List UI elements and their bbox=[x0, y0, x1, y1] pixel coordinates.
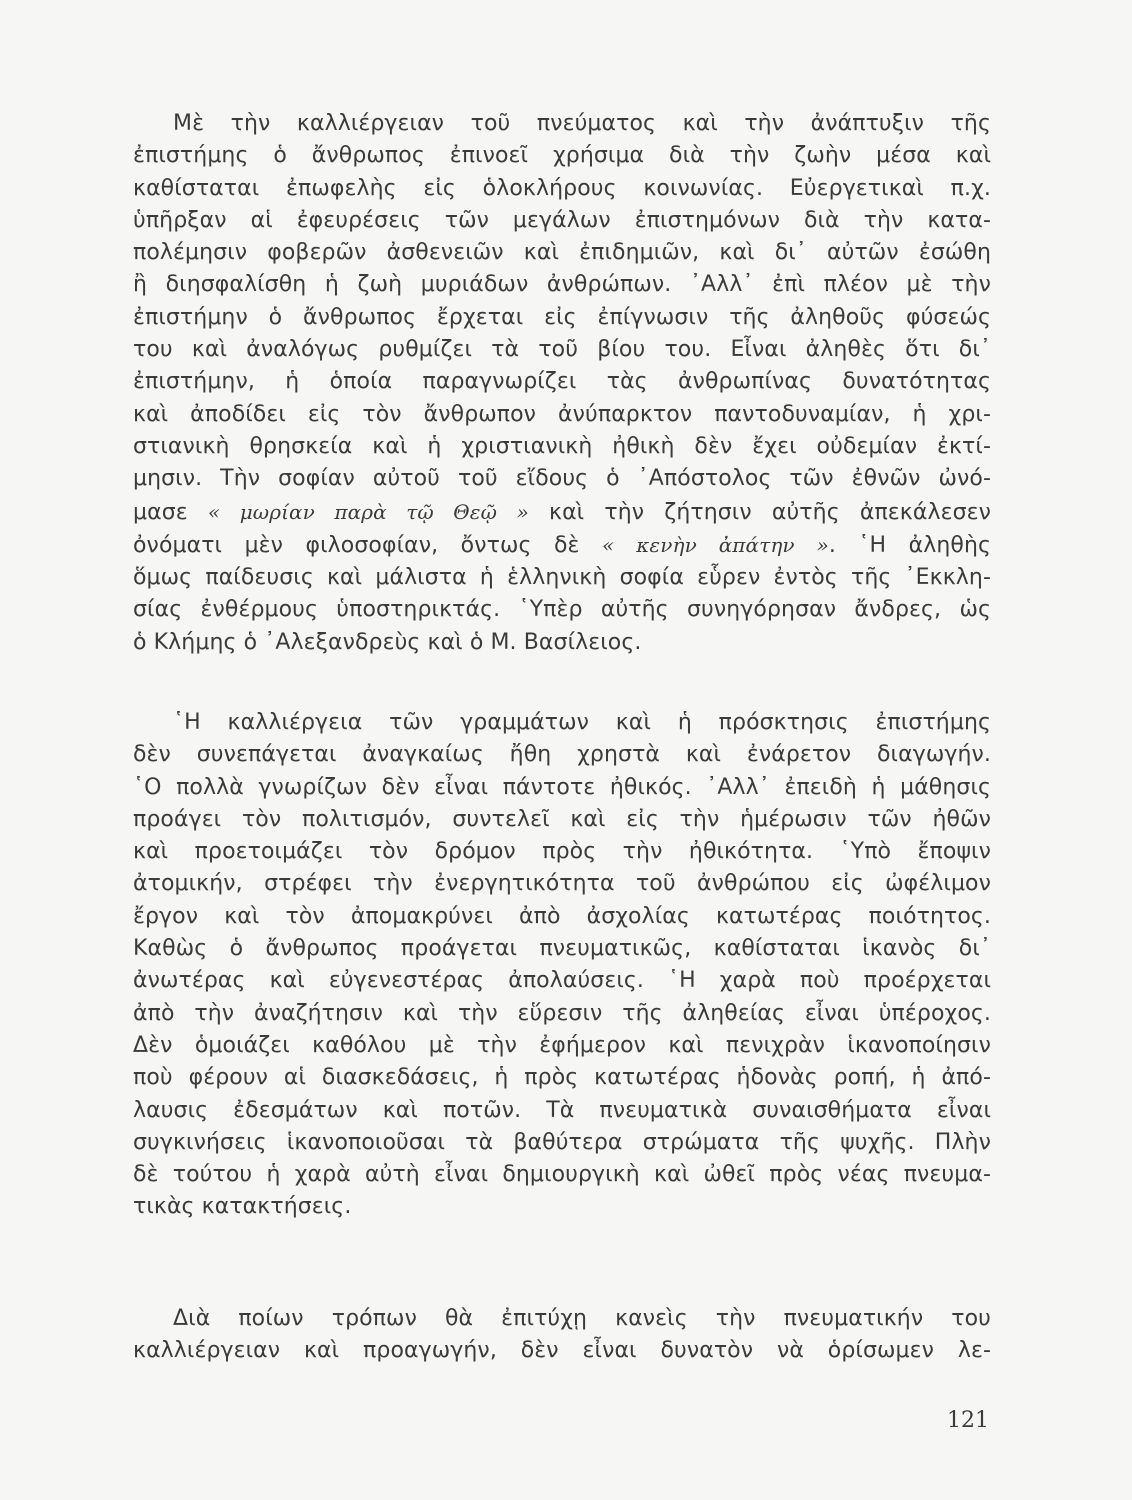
text-line: πολέμησιν φοβερῶν ἀσθενειῶν καὶ ἐπιδημιῶν, καὶ δι᾽ αὐτῶν ἐσώθη bbox=[133, 240, 991, 266]
text-line: προάγει τὸν πολιτισμόν, συντελεῖ καὶ εἰς τὴν ἡμέρωσιν τῶν ἠθῶν bbox=[133, 806, 991, 832]
text-line: Μὲ τὴν καλλιέργειαν τοῦ πνεύματος καὶ τὴν ἀνάπτυξιν τῆς bbox=[173, 111, 991, 136]
paragraph-2 bbox=[133, 707, 991, 1224]
line-text-after: καὶ τὴν ζήτησιν αὐτῆς ἀπεκάλεσεν bbox=[528, 499, 991, 525]
page-number: 121 bbox=[947, 1408, 989, 1433]
text-line: ἐπιστήμην ὁ ἄνθρωπος ἔρχεται εἰς ἐπίγνωσιν τῆς ἀληθοῦς φύσεώς bbox=[133, 304, 991, 330]
italic-quotation: « μωρίαν παρὰ τῷ Θεῷ » bbox=[207, 499, 529, 524]
text-line: ἐπιστήμην, ἡ ὁποία παραγνωρίζει τὰς ἀνθρωπίνας δυνατότητας bbox=[133, 369, 991, 395]
text-line: σίας ἐνθέρμους ὑποστηρικτάς. ῾Υπὲρ αὐτῆς συνηγόρησαν ἄνδρες, ὡς bbox=[133, 597, 991, 623]
text-line-quote-1 bbox=[133, 496, 991, 529]
text-line: ἐπιστήμης ὁ ἄνθρωπος ἐπινοεῖ χρήσιμα διὰ τὴν ζωὴν μέσα καὶ bbox=[133, 143, 991, 169]
text-line: ὅμως παίδευσις καὶ μάλιστα ἡ ἑλληνικὴ σοφία εὗρεν ἐντὸς τῆς ᾽Εκκλη- bbox=[133, 565, 991, 591]
line-text-before: ὀνόματι μὲν φιλοσοφίαν, ὄντως δὲ bbox=[133, 532, 603, 558]
paragraph-3 bbox=[133, 1303, 991, 1368]
text-line: τικὰς κατακτήσεις. bbox=[133, 1194, 352, 1220]
text-line: καθίσταται ἐπωφελὴς εἰς ὁλοκλήρους κοινωνίας. Εὐεργετικαὶ π.χ. bbox=[133, 175, 991, 201]
text-line: ῾Ο πολλὰ γνωρίζων δὲν εἶναι πάντοτε ἠθικός. ᾽Αλλ᾽ ἐπειδὴ ἡ μάθησις bbox=[133, 774, 991, 800]
text-line: ἢ διησφαλίσθη ἡ ζωὴ μυριάδων ἀνθρώπων. ᾽Αλλ᾽ ἐπὶ πλέον μὲ τὴν bbox=[133, 272, 991, 298]
text-line-quote-2 bbox=[133, 529, 991, 562]
line-text-after: . ῾Η ἀληθὴς bbox=[828, 532, 992, 558]
text-line: Δὲν ὁμοιάζει καθόλου μὲ τὴν ἐφήμερον καὶ πενιχρὰν ἱκανοποίησιν bbox=[133, 1032, 991, 1058]
text-line: μησιν. Τὴν σοφίαν αὐτοῦ τοῦ εἴδους ὁ ᾽Απόστολος τῶν ἐθνῶν ὠνό- bbox=[133, 466, 991, 492]
text-line: ποὺ φέρουν αἱ διασκεδάσεις, ἡ πρὸς κατωτέρας ἡδονὰς ροπή, ἡ ἀπό- bbox=[133, 1065, 991, 1091]
text-line: ὑπῆρξαν αἱ ἐφευρέσεις τῶν μεγάλων ἐπιστημόνων διὰ τὴν κατα- bbox=[133, 207, 991, 233]
text-line: ἀπὸ τὴν ἀναζήτησιν καὶ τὴν εὕρεσιν τῆς ἀληθείας εἶναι ὑπέροχος. bbox=[133, 1000, 991, 1026]
text-line: ἔργον καὶ τὸν ἀπομακρύνει ἀπὸ ἀσχολίας κατωτέρας ποιότητος. bbox=[133, 903, 991, 929]
text-line: ἀνωτέρας καὶ εὐγενεστέρας ἀπολαύσεις. ῾Η χαρὰ ποὺ προέρχεται bbox=[133, 968, 991, 994]
text-line: ῾Η καλλιέργεια τῶν γραμμάτων καὶ ἡ πρόσκτησις ἐπιστήμης bbox=[173, 710, 991, 735]
text-line: στιανικὴ θρησκεία καὶ ἡ χριστιανικὴ ἠθικὴ δὲν ἔχει οὐδεμίαν ἐκτί- bbox=[133, 433, 991, 459]
text-line: Διὰ ποίων τρόπων θὰ ἐπιτύχῃ κανεὶς τὴν πνευματικήν του bbox=[173, 1306, 991, 1331]
text-line: καὶ προετοιμάζει τὸν δρόμον πρὸς τὴν ἠθικότητα. ῾Υπὸ ἔποψιν bbox=[133, 839, 991, 865]
text-line: συγκινήσεις ἱκανοποιοῦσαι τὰ βαθύτερα στρώματα τῆς ψυχῆς. Πλὴν bbox=[133, 1129, 991, 1155]
text-line: ἀτομικήν, στρέφει τὴν ἐνεργητικότητα τοῦ ἀνθρώπου εἰς ὠφέλιμον bbox=[133, 871, 991, 897]
text-line: ὁ Κλήμης ὁ ᾽Αλεξανδρεὺς καὶ ὁ Μ. Βασίλειος. bbox=[133, 629, 642, 655]
paragraph-1 bbox=[133, 108, 991, 659]
text-line: δὲ τούτου ἡ χαρὰ αὐτὴ εἶναι δημιουργικὴ καὶ ὠθεῖ πρὸς νέας πνευμα- bbox=[133, 1162, 991, 1188]
italic-quotation: « κενὴν ἀπάτην » bbox=[602, 532, 829, 557]
text-line: Καθὼς ὁ ἄνθρωπος προάγεται πνευματικῶς, καθίσταται ἱκανὸς δι᾽ bbox=[133, 936, 991, 962]
text-line: του καὶ ἀναλόγως ρυθμίζει τὰ τοῦ βίου του. Εἶναι ἀληθὲς ὅτι δι᾽ bbox=[133, 337, 991, 363]
text-line: καὶ ἀποδίδει εἰς τὸν ἄνθρωπον ἀνύπαρκτον παντοδυναμίαν, ἡ χρι- bbox=[133, 401, 991, 427]
text-line: καλλιέργειαν καὶ προαγωγήν, δὲν εἶναι δυνατὸν νὰ ὁρίσωμεν λε- bbox=[133, 1338, 991, 1364]
text-line: λαυσις ἐδεσμάτων καὶ ποτῶν. Τὰ πνευματικὰ συναισθήματα εἶναι bbox=[133, 1097, 991, 1123]
text-line: δὲν συνεπάγεται ἀναγκαίως ἤθη χρηστὰ καὶ ἐνάρετον διαγωγήν. bbox=[133, 742, 991, 768]
line-text-before: μασε bbox=[133, 499, 208, 525]
